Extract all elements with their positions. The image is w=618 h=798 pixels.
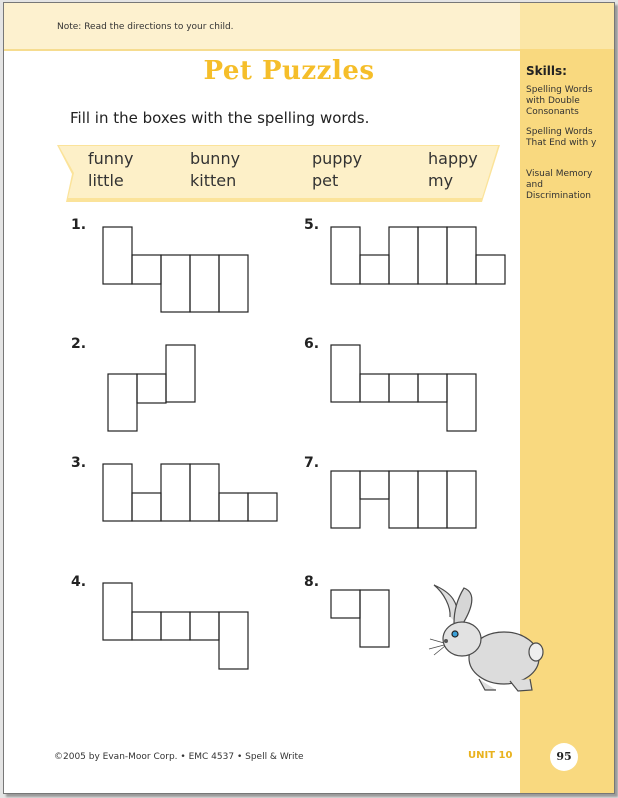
puzzle-number: 5. bbox=[304, 217, 320, 233]
rabbit-illustration bbox=[429, 585, 543, 691]
copyright-footer: ©2005 by Evan-Moor Corp. • EMC 4537 • Spell & Write bbox=[54, 752, 304, 762]
page-number: 95 bbox=[550, 743, 578, 771]
puzzle-6-boxes bbox=[331, 345, 476, 431]
skill-item: Spelling Words with Double Consonants bbox=[526, 85, 593, 117]
page-title: Pet Puzzles bbox=[203, 56, 375, 86]
puzzle-3-boxes bbox=[103, 464, 277, 521]
skill-item: Spelling Words That End with y bbox=[526, 127, 597, 148]
instruction-text: Fill in the boxes with the spelling words. bbox=[70, 109, 370, 127]
word-bank-word: funny bbox=[88, 149, 134, 168]
puzzle-number: 6. bbox=[304, 336, 320, 352]
word-bank-word: pet bbox=[312, 171, 339, 190]
puzzle-number: 8. bbox=[304, 574, 320, 590]
puzzle-4-boxes bbox=[103, 583, 248, 669]
word-bank-word: little bbox=[88, 171, 124, 190]
puzzle-number: 2. bbox=[71, 336, 87, 352]
puzzle-number: 4. bbox=[71, 574, 87, 590]
word-bank-word: my bbox=[428, 171, 454, 190]
puzzle-number: 7. bbox=[304, 455, 320, 471]
word-bank-word: bunny bbox=[190, 149, 241, 168]
word-bank-word: kitten bbox=[190, 171, 237, 190]
skill-item: Visual Memory and Discrimination bbox=[526, 169, 593, 201]
word-bank-word: happy bbox=[428, 149, 478, 168]
skills-title: Skills: bbox=[526, 64, 567, 78]
word-bank-word: puppy bbox=[312, 149, 363, 168]
worksheet-page bbox=[3, 2, 615, 794]
unit-label: UNIT 10 bbox=[468, 750, 513, 761]
puzzle-2-boxes bbox=[108, 345, 195, 431]
worksheet-graphics bbox=[4, 3, 614, 793]
puzzle-7-boxes bbox=[331, 471, 476, 528]
puzzle-number: 1. bbox=[71, 217, 87, 233]
puzzle-5-boxes bbox=[331, 227, 505, 284]
puzzle-8-boxes bbox=[331, 590, 389, 647]
puzzle-1-boxes bbox=[103, 227, 248, 312]
puzzle-number: 3. bbox=[71, 455, 87, 471]
parent-note: Note: Read the directions to your child. bbox=[57, 22, 234, 32]
